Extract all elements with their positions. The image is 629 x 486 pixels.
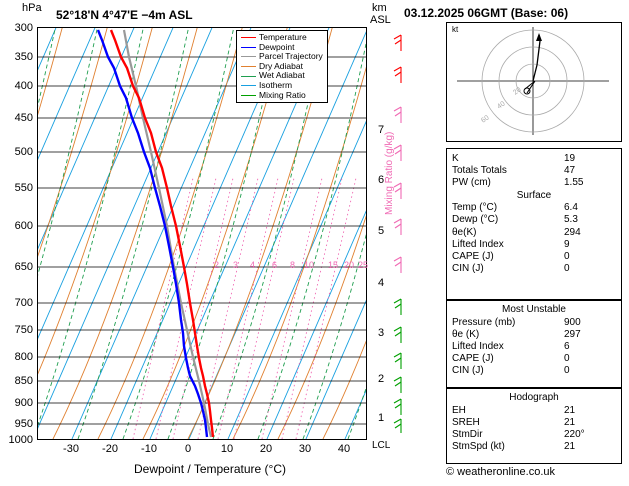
ytick-350: 350: [14, 51, 33, 63]
forecast-datetime-title: 03.12.2025 06GMT (Base: 06): [404, 6, 569, 20]
ytick-650: 650: [14, 261, 33, 273]
mixing-ratio-tick-2: 2: [214, 260, 220, 270]
mixing-ratio-tick-10: 10: [304, 260, 315, 270]
copyright-text: © weatheronline.co.uk: [446, 466, 556, 478]
unstable-section-header: Most Unstable: [502, 304, 566, 315]
kmtick-4: 4: [378, 277, 385, 289]
surface-section-header: Surface: [516, 189, 552, 201]
table-row: [447, 441, 621, 453]
table-row: [447, 177, 621, 189]
hodo-key: SREH: [452, 416, 480, 428]
table-row: [447, 263, 621, 275]
surface-value: 5.3: [564, 214, 578, 226]
ytick-900: 900: [14, 397, 33, 409]
ytick-450: 450: [14, 112, 33, 124]
xtick-0: 0: [184, 443, 192, 455]
mixing-ratio-tick-15: 15: [328, 260, 339, 270]
surface-key: Dewp (°C): [452, 214, 499, 226]
table-row: [447, 239, 621, 251]
unstable-key: θe (K): [452, 328, 480, 340]
index-key: PW (cm): [452, 177, 491, 189]
mixing-ratio-tick-3: 3: [233, 260, 239, 270]
ytick-550: 550: [14, 182, 33, 194]
mixing-ratio-axis-label: Mixing Ratio (g/kg): [384, 131, 395, 215]
hodo-value: 220°: [564, 429, 585, 440]
table-row: [447, 341, 621, 353]
ytick-600: 600: [14, 220, 33, 232]
unstable-value: 0: [564, 353, 570, 365]
hodo-value: 21: [564, 404, 576, 416]
xtick-10: 10: [220, 443, 234, 455]
kmtick-5: 5: [378, 225, 385, 237]
table-row: [447, 227, 621, 239]
ytick-500: 500: [14, 146, 33, 158]
unstable-value: 0: [564, 365, 570, 377]
table-row: [447, 317, 621, 329]
legend-label: Temperature: [259, 32, 307, 42]
kmtick-7: 7: [378, 124, 385, 136]
table-row: [447, 214, 621, 226]
legend-label: Wet Adiabat: [259, 70, 305, 81]
surface-value: 6.4: [564, 202, 578, 214]
unstable-value: 900: [564, 316, 581, 328]
unstable-key: CAPE (J): [452, 353, 494, 365]
legend-item-mixing-ratio: [241, 91, 323, 101]
surface-key: Lifted Index: [452, 238, 504, 250]
ytick-750: 750: [14, 324, 33, 336]
kmtick-3: 3: [378, 327, 385, 339]
unstable-value: 6: [564, 341, 570, 352]
surface-value: 0: [564, 251, 570, 263]
table-row: [447, 153, 621, 165]
unstable-key: CIN (J): [452, 365, 484, 377]
legend-label: Isotherm: [259, 79, 293, 90]
table-row: [447, 429, 621, 441]
table-row: [447, 251, 621, 263]
xtick-30: 30: [298, 443, 312, 455]
ytick-800: 800: [14, 351, 33, 363]
legend-label: Dewpoint: [259, 41, 295, 52]
table-row: [447, 165, 621, 177]
index-key: K: [452, 153, 459, 164]
index-key: Totals Totals: [452, 165, 507, 177]
unstable-key: Lifted Index: [452, 341, 504, 352]
hodograph-stats-panel: [446, 388, 622, 464]
hodo-key: EH: [452, 404, 466, 416]
svg-text:20: 20: [512, 86, 523, 97]
height-unit-label: km: [372, 2, 387, 14]
xtick-20: 20: [259, 443, 273, 455]
hodo-value: 21: [564, 416, 576, 428]
hodo-key: StmSpd (kt): [452, 441, 505, 453]
x-axis-label: Dewpoint / Temperature (°C): [134, 462, 286, 476]
xtick--20: -20: [102, 443, 118, 455]
xtick--10: -10: [141, 443, 157, 455]
surface-key: CAPE (J): [452, 251, 494, 263]
table-row: [447, 353, 621, 365]
kmtick-6: 6: [378, 174, 385, 186]
mixing-ratio-tick-20: 20: [344, 260, 355, 270]
hodograph-unit-label: kt: [452, 25, 459, 34]
svg-text:60: 60: [480, 114, 491, 125]
unstable-value: 297: [564, 328, 581, 340]
kmtick-1: 1: [378, 412, 385, 424]
chart-legend: [236, 30, 328, 103]
hodo-value: 21: [564, 441, 576, 453]
ytick-850: 850: [14, 375, 33, 387]
surface-value: 294: [564, 226, 581, 238]
table-row: [447, 365, 621, 377]
kmtick-2: 2: [378, 373, 385, 385]
table-row: [447, 329, 621, 341]
hodo-key: StmDir: [452, 429, 483, 440]
most-unstable-panel: [446, 300, 622, 388]
station-title: 52°18'N 4°47'E −4m ASL: [56, 8, 193, 22]
surface-value: 0: [564, 263, 570, 275]
table-row: [447, 202, 621, 214]
mixing-ratio-tick-8: 8: [290, 260, 296, 270]
legend-label: Dry Adiabat: [259, 60, 303, 71]
legend-label: Parcel Trajectory: [259, 51, 323, 62]
surface-key: CIN (J): [452, 263, 484, 275]
index-value: 19: [564, 153, 576, 164]
surface-key: θe(K): [452, 226, 477, 238]
table-row: [447, 417, 621, 429]
table-row: [447, 405, 621, 417]
mixing-ratio-tick-25: 25: [358, 260, 369, 270]
xtick-40: 40: [337, 443, 351, 455]
ytick-1000: 1000: [8, 434, 33, 446]
ytick-700: 700: [14, 297, 33, 309]
lcl-label: LCL: [372, 440, 391, 451]
ytick-400: 400: [14, 80, 33, 92]
pressure-unit-label: hPa: [22, 2, 42, 14]
mixing-ratio-tick-4: 4: [250, 260, 256, 270]
surface-key: Temp (°C): [452, 202, 498, 214]
hodograph-section-header: Hodograph: [509, 392, 559, 403]
index-value: 47: [564, 165, 576, 177]
hodograph-panel: [446, 22, 622, 142]
index-value: 1.55: [564, 177, 584, 189]
ytick-300: 300: [14, 22, 33, 34]
svg-text:40: 40: [496, 100, 507, 111]
unstable-key: Pressure (mb): [452, 316, 516, 328]
xtick--30: -30: [63, 443, 79, 455]
ytick-950: 950: [14, 418, 33, 430]
wind-barb-column: [392, 27, 410, 440]
asl-label: ASL: [370, 14, 391, 26]
legend-label: Mixing Ratio: [259, 89, 306, 100]
surface-value: 9: [564, 238, 570, 250]
indices-panel: [446, 148, 622, 300]
mixing-ratio-tick-6: 6: [272, 260, 278, 270]
